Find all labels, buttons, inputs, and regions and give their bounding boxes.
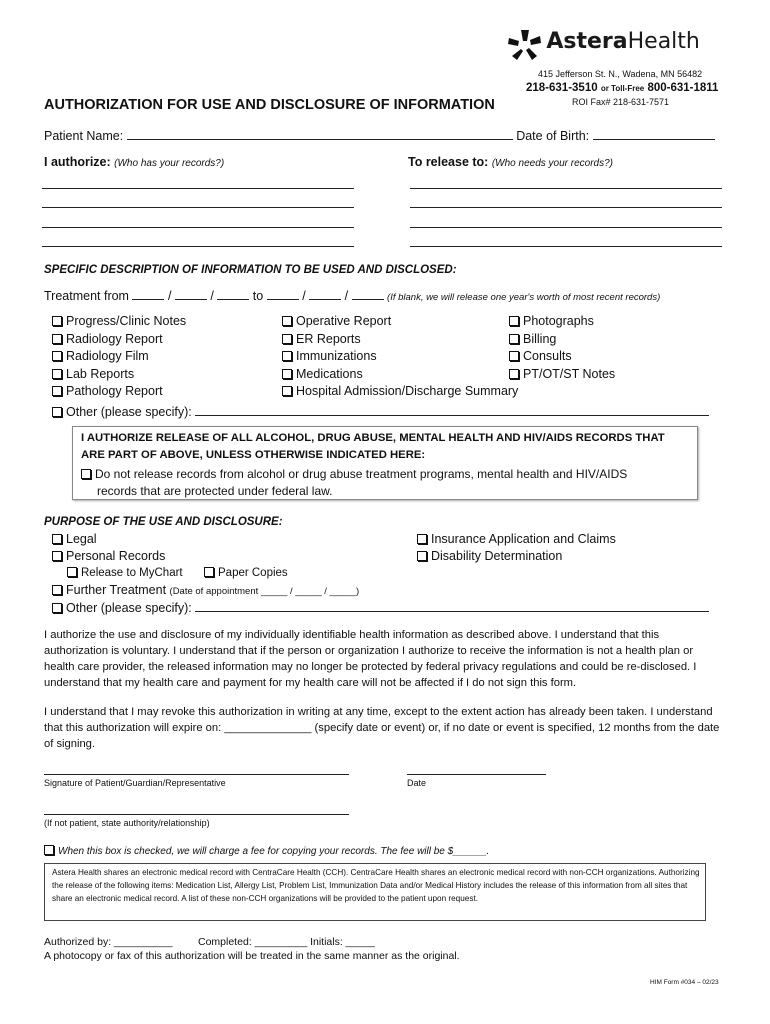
release-line-1[interactable] <box>410 188 722 189</box>
date-label: Date <box>407 778 427 788</box>
checkbox-icon[interactable] <box>52 316 62 326</box>
signature-line[interactable] <box>44 774 349 775</box>
checkbox-icon[interactable] <box>282 334 292 344</box>
checkbox-icon[interactable] <box>52 386 62 396</box>
checkbox-icon[interactable] <box>52 585 62 595</box>
from-month[interactable] <box>132 288 164 300</box>
address: 415 Jefferson St. N., Wadena, MN 56482 <box>538 69 703 79</box>
page-title: AUTHORIZATION FOR USE AND DISCLOSURE OF INFORMATION <box>44 97 495 113</box>
dob-field[interactable] <box>593 128 715 140</box>
checkbox-item[interactable] <box>282 348 518 366</box>
info-other-label: Other (please specify): <box>66 405 192 419</box>
sensitive-option[interactable] <box>81 467 627 481</box>
info-col-1 <box>52 313 186 401</box>
item-label: Paper Copies <box>218 567 288 579</box>
treatment-note: (If blank, we will release one year's worth of most recent records) <box>387 292 661 303</box>
checkbox-item[interactable] <box>282 383 518 401</box>
checkbox-icon[interactable] <box>417 551 427 561</box>
checkbox-icon[interactable] <box>282 369 292 379</box>
item-label: Radiology Film <box>66 349 149 363</box>
phone-tollfree: 800-631-1811 <box>647 82 719 94</box>
checkbox-item[interactable] <box>52 348 186 366</box>
roi-fax: ROI Fax# 218-631-7571 <box>572 97 670 107</box>
authorize-line-4[interactable] <box>42 246 354 247</box>
authorize-hint: (Who has your records?) <box>114 158 225 169</box>
authorize-row <box>44 155 224 169</box>
phone-or: or Toll-Free <box>600 84 645 93</box>
cch-notice-text: Astera Health shares an electronic medical record with CentraCare Health (CCH). CentraCare Health shares an electronic medical record with non-CCH organizations. Authorizing the release of the following items: Medication List, Allergy List, Problem List, Immunization Data and/or Medical History includes the release of this information from all sites that share an electronic medical record. A list of these non-CCH organizations will be provided to the patient upon request. <box>52 868 700 903</box>
phone-line <box>526 82 718 94</box>
checkbox-icon[interactable] <box>44 845 54 855</box>
checkbox-icon[interactable] <box>509 316 519 326</box>
checkbox-icon[interactable] <box>509 334 519 344</box>
from-day[interactable] <box>175 288 207 300</box>
item-label: Billing <box>523 331 557 346</box>
authorized-by: Authorized by: __________ <box>44 936 173 948</box>
revocation-statement: I understand that I may revoke this authorization in writing at any time, except to the extent action has already been taken. I understand that this authorization will expire on: ______________ (specify date or event) or, if no date or event is specified, 12 months from the date of signing. <box>44 706 720 750</box>
authorize-label: I authorize: <box>44 155 111 169</box>
checkbox-icon[interactable] <box>52 407 62 417</box>
item-label: Disability Determination <box>431 549 563 563</box>
form-number: HIM Form #034 – 02/23 <box>650 979 719 986</box>
item-label: Pathology Report <box>66 384 163 398</box>
authorization-statement: I authorize the use and disclosure of my individually identifiable health information as described above. I understand that this authorization is voluntary. I understand that if the person or organization I authorize to receive the information is not a health plan or health care provider, the released information may no longer be protected by federal privacy regulations and could be re-disclosed. I understand that my health care and payment for my health care will not be affected if I do not sign this form. <box>44 629 697 689</box>
fee-text: When this box is checked, we will charge a fee for copying your records. The fee will be $______. <box>58 846 490 857</box>
checkbox-item[interactable] <box>52 366 186 384</box>
item-label: Photographs <box>523 314 594 328</box>
item-label: Legal <box>66 532 97 546</box>
purpose-legal[interactable] <box>52 532 97 546</box>
release-line-3[interactable] <box>410 227 722 228</box>
info-other-row <box>52 404 709 419</box>
info-col-3 <box>509 313 615 383</box>
authority-line[interactable] <box>44 814 349 815</box>
checkbox-item[interactable] <box>52 331 186 349</box>
release-label: To release to: <box>408 155 489 169</box>
dob-label: Date of Birth: <box>516 129 590 143</box>
checkbox-icon[interactable] <box>52 369 62 379</box>
checkbox-item[interactable] <box>282 313 518 331</box>
checkbox-icon[interactable] <box>204 567 214 577</box>
authorize-line-3[interactable] <box>42 227 354 228</box>
checkbox-icon[interactable] <box>52 334 62 344</box>
to-day[interactable] <box>309 288 341 300</box>
checkbox-item[interactable] <box>282 331 518 349</box>
checkbox-icon[interactable] <box>282 316 292 326</box>
astera-logo-icon <box>507 28 543 62</box>
item-label: Progress/Clinic Notes <box>66 314 187 328</box>
item-label: ER Reports <box>296 331 361 346</box>
fee-row[interactable] <box>44 845 489 857</box>
item-label: Consults <box>523 349 572 363</box>
checkbox-item[interactable] <box>509 366 615 384</box>
checkbox-icon[interactable] <box>509 351 519 361</box>
photocopy-note: A photocopy or fax of this authorization will be treated in the same manner as the original. <box>44 950 460 962</box>
from-year[interactable] <box>217 288 249 300</box>
checkbox-item[interactable] <box>282 366 518 384</box>
item-label: Personal Records <box>66 549 166 563</box>
item-label: Hospital Admission/Discharge Summary <box>296 384 519 398</box>
release-hint: (Who needs your records?) <box>491 158 614 169</box>
treatment-to-label: to <box>252 289 264 303</box>
checkbox-icon[interactable] <box>52 534 62 544</box>
signature-label: Signature of Patient/Guardian/Representative <box>44 778 226 788</box>
item-label: Radiology Report <box>66 331 163 346</box>
checkbox-icon[interactable] <box>282 386 292 396</box>
purpose-other <box>52 600 709 615</box>
checkbox-icon[interactable] <box>417 534 427 544</box>
patient-name-field[interactable] <box>127 128 513 140</box>
item-label: Lab Reports <box>66 366 135 381</box>
release-line-4[interactable] <box>410 246 722 247</box>
release-row <box>408 155 613 169</box>
item-label: Medications <box>296 366 363 381</box>
item-label: Further Treatment <box>66 583 167 597</box>
sensitive-line-4: records that are protected under federal law. <box>97 484 333 498</box>
sensitive-line-1: I AUTHORIZE RELEASE OF ALL ALCOHOL, DRUG ABUSE, MENTAL HEALTH AND HIV/AIDS RECORDS THAT <box>81 432 665 444</box>
purpose-mychart[interactable] <box>67 567 183 579</box>
item-label: PT/OT/ST Notes <box>523 366 616 381</box>
checkbox-icon[interactable] <box>282 351 292 361</box>
to-month[interactable] <box>267 288 299 300</box>
treatment-row: Treatment from / / to / / (If blank, we will release one year's worth of most recent records) <box>44 289 661 303</box>
checkbox-item[interactable] <box>52 383 186 401</box>
date-line[interactable] <box>407 774 546 775</box>
info-other-field[interactable] <box>195 404 709 416</box>
purpose-further[interactable] <box>52 583 359 597</box>
brand-light: Health <box>627 29 700 55</box>
purpose-other-field[interactable] <box>195 600 709 612</box>
checkbox-icon[interactable] <box>52 351 62 361</box>
purpose-paper[interactable] <box>204 567 288 579</box>
checkbox-icon[interactable] <box>67 567 77 577</box>
authorize-line-2[interactable] <box>42 207 354 208</box>
checkbox-icon[interactable] <box>81 469 91 479</box>
authority-label: (If not patient, state authority/relationship) <box>44 818 210 828</box>
purpose-heading: PURPOSE OF THE USE AND DISCLOSURE: <box>44 516 283 528</box>
item-label: Insurance Application and Claims <box>431 532 616 546</box>
item-label: Immunizations <box>296 349 377 363</box>
purpose-other-label: Other (please specify): <box>66 601 192 615</box>
completed-initials: Completed: _________ Initials: _____ <box>198 936 375 948</box>
item-label: Release to MyChart <box>81 567 183 579</box>
patient-name-label: Patient Name: <box>44 129 124 143</box>
info-heading: SPECIFIC DESCRIPTION OF INFORMATION TO BE USED AND DISCLOSED: <box>44 264 457 276</box>
phone-main: 218-631-3510 <box>526 82 598 94</box>
checkbox-item[interactable] <box>509 313 615 331</box>
checkbox-icon[interactable] <box>52 551 62 561</box>
patient-name-row <box>44 128 715 143</box>
purpose-disability[interactable] <box>417 549 562 563</box>
release-line-2[interactable] <box>410 207 722 208</box>
item-label: Operative Report <box>296 314 392 328</box>
treatment-from-label: Treatment from <box>44 289 129 303</box>
info-col-2 <box>282 313 518 401</box>
purpose-insurance[interactable] <box>417 532 616 546</box>
brand-bold: Astera <box>546 29 628 55</box>
checkbox-icon[interactable] <box>52 603 62 613</box>
checkbox-icon[interactable] <box>509 369 519 379</box>
authorize-line-1[interactable] <box>42 188 354 189</box>
to-year[interactable] <box>352 288 384 300</box>
sensitive-line-2: ARE PART OF ABOVE, UNLESS OTHERWISE INDICATED HERE: <box>81 449 426 461</box>
further-note: (Date of appointment _____ / _____ / _____) <box>169 586 360 597</box>
checkbox-item[interactable] <box>509 348 615 366</box>
checkbox-item[interactable] <box>52 313 186 331</box>
sensitive-line-3: Do not release records from alcohol or drug abuse treatment programs, mental health and HIV/AIDS <box>95 467 628 481</box>
purpose-personal[interactable] <box>52 549 165 563</box>
logo <box>507 28 700 62</box>
checkbox-item[interactable] <box>509 331 615 349</box>
